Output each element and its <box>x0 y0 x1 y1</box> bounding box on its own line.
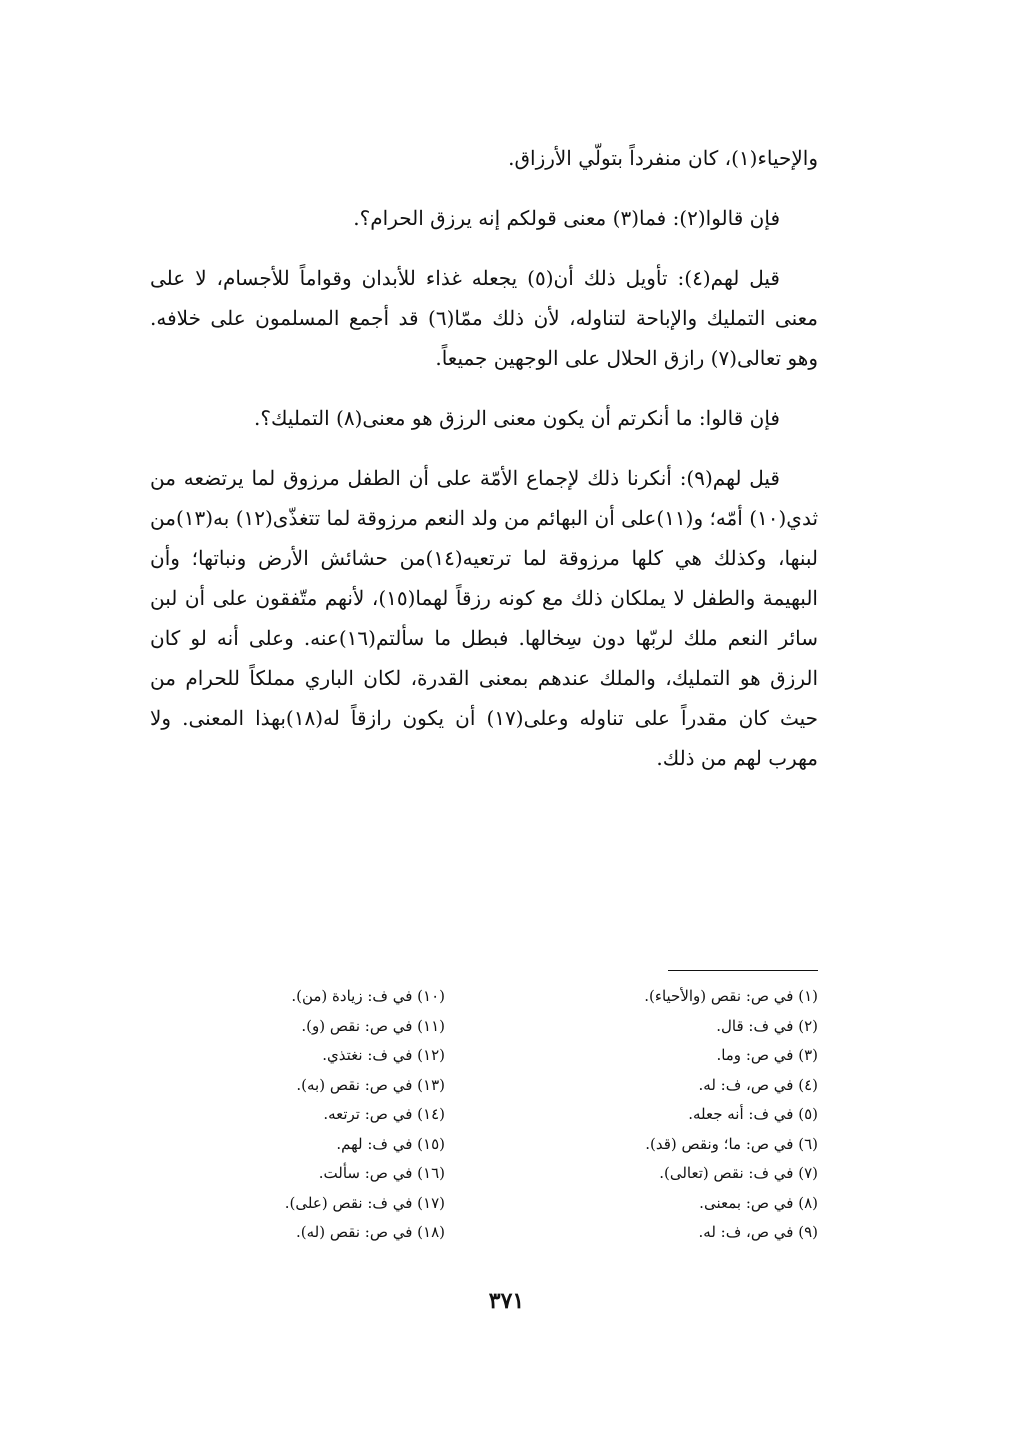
footnotes-right-column <box>558 982 818 1248</box>
footnote-separator <box>668 970 818 971</box>
footnote: (٢) في ف: قال. <box>716 1016 818 1035</box>
paragraph: فإن قالوا(٢): فما(٣) معنى قولكم إنه يرزق الحرام؟. <box>353 206 780 230</box>
paragraph: فإن قالوا: ما أنكرتم أن يكون معنى الرزق هو معنى(٨) التمليك؟. <box>253 406 780 430</box>
footnote: (٧) في ف: نقص (تعالى). <box>659 1164 818 1182</box>
footnote: (١٨) في ص: نقص (له). <box>296 1223 445 1241</box>
footnote: (١٢) في ف: نغتذي. <box>322 1046 445 1064</box>
page-number: ٣٧١ <box>488 1288 525 1314</box>
footnote: (١) في ص: نقص (والأحياء). <box>644 987 818 1005</box>
footnote: (١٥) في ف: لهم. <box>336 1134 445 1153</box>
main-text <box>150 138 818 778</box>
footnote: (٩) في ص، ف: له. <box>698 1223 818 1241</box>
footnote: (١٣) في ص: نقص (به). <box>296 1075 445 1094</box>
paragraph: والإحياء(١)، كان منفرداً بتولّي الأرزاق. <box>508 146 818 170</box>
footnote: (١٠) في ف: زيادة (من). <box>291 987 445 1005</box>
footnote: (١١) في ص: نقص (و). <box>301 1016 445 1035</box>
footnotes-left-column <box>185 982 445 1248</box>
footnote: (١٦) في ص: سألت. <box>318 1164 445 1182</box>
footnote: (٣) في ص: وما. <box>716 1046 818 1064</box>
paragraph: قيل لهم(٤): تأويل ذلك أن(٥) يجعله غذاء للأبدان وقواماً للأجسام، لا على معنى التمليك والإباحة لتناوله، لأن ذلك ممّا(٦) قد أجمع المسلمون على خلافه. وهو تعالى(٧) رازق الحلال على الوجهين جميعاً. <box>150 266 818 370</box>
footnote: (٤) في ص، ف: له. <box>698 1075 818 1094</box>
footnote: (١٧) في ف: نقص (على). <box>284 1193 445 1212</box>
paragraph: قيل لهم(٩): أنكرنا ذلك لإجماع الأمّة على أن الطفل مرزوق لما يرتضعه من ثدي(١٠) أمّه؛ و(١١)على أن البهائم من ولد النعم مرزوقة لما تتغذّى(١٢) به(١٣)من لبنها، وكذلك هي كلها مرزوقة لما ترتعيه(١٤)من حشائش الأرض ونباتها؛ وأن البهيمة والطفل لا يملكان ذلك مع كونه رزقاً لهما(١٥)، لأنهم متّفقون على أن لبن سائر النعم ملك لربّها دون سِخالها. فبطل ما سألتم(١٦)عنه. وعلى أنه لو كان الرزق هو التمليك، والملك عندهم بمعنى القدرة، لكان الباري مملكاً للحرام من حيث كان مقدراً على تناوله وعلى(١٧) أن يكون رازقاً له(١٨)بهذا المعنى. ولا مهرب لهم من ذلك. <box>150 466 819 770</box>
footnote: (١٤) في ص: ترتعه. <box>323 1105 445 1123</box>
footnote: (٨) في ص: بمعنى. <box>699 1193 818 1212</box>
footnote: (٦) في ص: ما؛ ونقص (قد). <box>645 1134 818 1153</box>
footnote: (٥) في ف: أنه جعله. <box>688 1105 818 1123</box>
